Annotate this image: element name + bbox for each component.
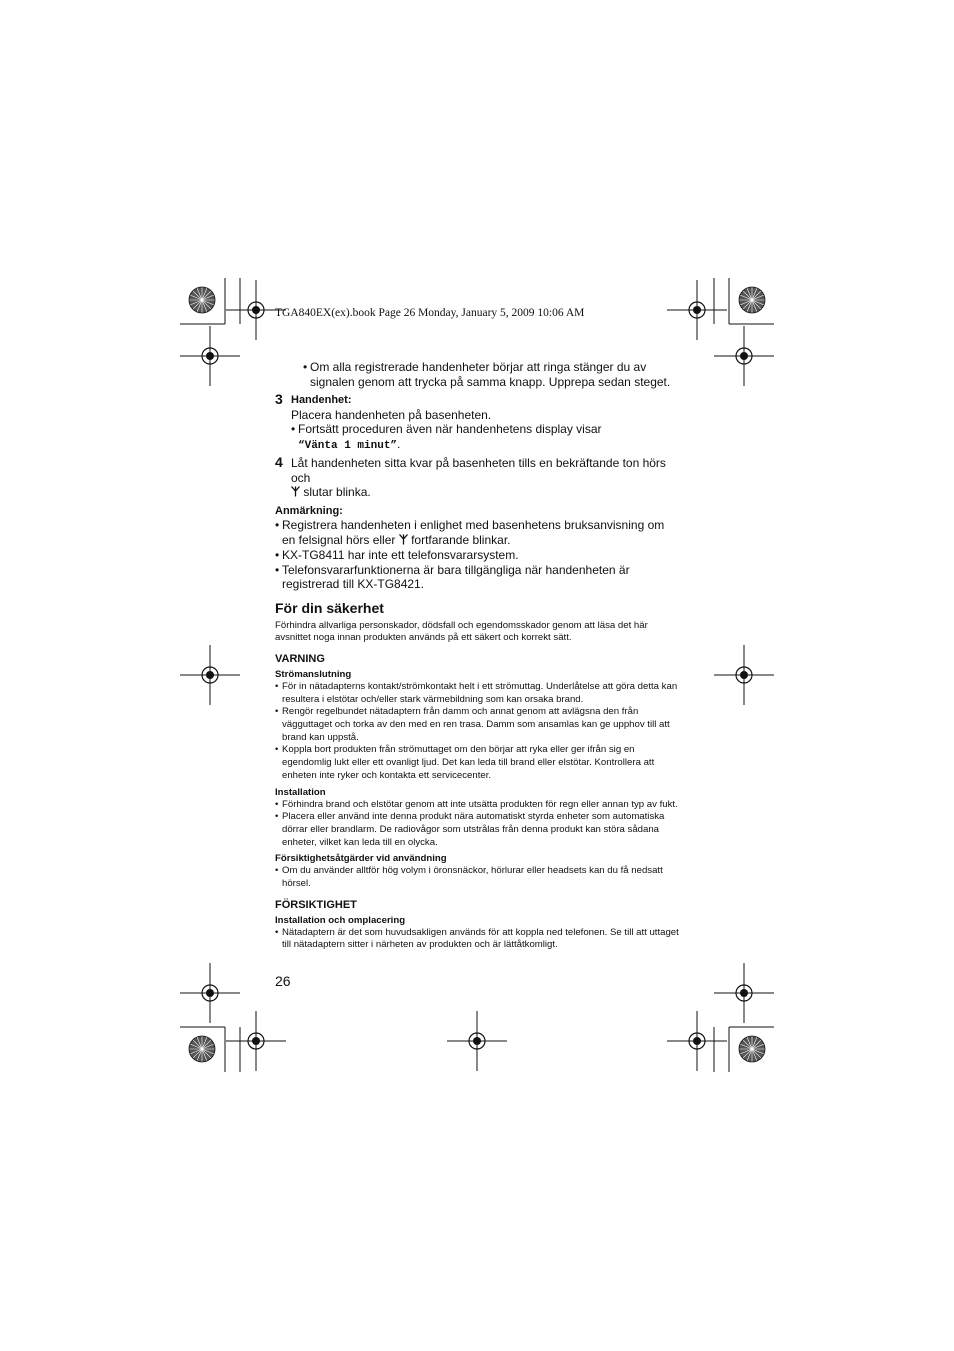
- step-number: 3: [275, 391, 283, 407]
- step-label: Handenhet:: [291, 394, 352, 406]
- list-item: • Om du använder alltför hög volym i öronsnäckor, hörlurar eller headsets kan du få nedsatt hörsel.: [275, 865, 680, 890]
- step-text-before: Låt handenheten sitta kvar på basenheten tills en bekräftande ton hörs och: [291, 456, 666, 485]
- subheading: Strömanslutning: [275, 668, 352, 680]
- note-bullet: [275, 518, 680, 548]
- subheading: Installation: [275, 786, 326, 798]
- crosshair-registration-icon: [667, 280, 727, 340]
- starburst-color-bar-icon: [739, 1036, 765, 1062]
- subheading: Installation och omplacering: [275, 914, 406, 926]
- list-item: • Förhindra brand och elstötar genom att inte utsätta produkten för regn eller annan typ av fukt.: [275, 799, 680, 812]
- step-bullet: [291, 422, 680, 453]
- crosshair-registration-icon: [180, 645, 240, 705]
- list-item: • Nätadaptern är det som huvudsakligen används för att koppla ned telefonen. Se till att uttaget till nätadaptern sitter i närheten av produkten och är lättåtkomligt.: [275, 927, 680, 952]
- crosshair-registration-icon: [180, 326, 240, 386]
- safety-intro: Förhindra allvarliga personskador, dödsfall och egendomsskador genom att läsa det här avsnittet noga innan produkten används på ett säkert och korrekt sätt.: [275, 619, 648, 644]
- list-item: • För in nätadapterns kontakt/strömkontakt helt i ett strömuttag. Underlåtelse att göra detta kan resultera i elstötar och/eller stark värmebildning som kan orsaka brand.: [275, 681, 680, 706]
- print-header: TGA840EX(ex).book Page 26 Monday, January 5, 2009 10:06 AM: [275, 307, 585, 319]
- crosshair-registration-icon: [714, 645, 774, 705]
- list-item: • Rengör regelbundet nätadaptern från damm och annat genom att avlägsna den från vägguttaget och torka av den med en ren trasa. Damm som ansamlas kan ge upphov till att brand kan uppstå.: [275, 706, 680, 744]
- step-text: [291, 456, 680, 501]
- warning-heading: VARNING: [275, 652, 325, 665]
- continued-bullet: • Om alla registrerade handenheter börjar att ringa stänger du av signalen genom att trycka på samma knapp. Upprepa sedan steget.: [303, 360, 680, 389]
- crosshair-registration-icon: [714, 963, 774, 1023]
- caution-heading: FÖRSIKTIGHET: [275, 898, 357, 911]
- starburst-color-bar-icon: [739, 287, 765, 313]
- page-content: [275, 360, 680, 952]
- crosshair-registration-icon: [447, 1011, 507, 1071]
- step-text-after: slutar blinka.: [303, 485, 371, 499]
- section-title: För din säkerhet: [275, 599, 384, 616]
- starburst-color-bar-icon: [189, 287, 215, 313]
- display-text: “Vänta 1 minut”: [298, 439, 398, 452]
- note-bullet-text-before: Registrera handenheten i enlighet med basenhetens bruksanvisning om en felsignal hörs eller: [282, 518, 665, 547]
- page-number: 26: [275, 973, 291, 989]
- list-item: • Koppla bort produkten från strömuttaget om den börjar att ryka eller ger ifrån sig en egendomlig lukt eller ett ovanligt ljud. Det kan leda till brand eller elstötar. Kontrollera att enheten inte ryker och kontakta ett servicecenter.: [275, 744, 680, 782]
- note-bullet: • KX-TG8411 har inte ett telefonsvararsystem.: [275, 548, 680, 563]
- step-3: [275, 393, 680, 453]
- crosshair-registration-icon: [667, 1011, 727, 1071]
- starburst-color-bar-icon: [189, 1036, 215, 1062]
- antenna-icon: [291, 486, 300, 501]
- period: .: [397, 436, 401, 451]
- crosshair-registration-icon: [226, 1011, 286, 1071]
- list-item: • Placera eller använd inte denna produkt nära automatiskt styrda enheter som automatiska dörrar eller brandlarm. De radiovågor som utstrålas från denna produkt kan störa sådana enheter, vilket kan leda till en olycka.: [275, 811, 680, 849]
- subheading: Försiktighetsåtgärder vid användning: [275, 853, 447, 865]
- note-bullet-text-after: fortfarande blinkar.: [411, 532, 511, 547]
- note-bullet: • Telefonsvararfunktionerna är bara tillgängliga när handenheten är registrerad till KX-TG8421.: [275, 563, 680, 592]
- step-number: 4: [275, 454, 283, 470]
- antenna-icon: [399, 534, 408, 549]
- step-bullet-text: Fortsätt proceduren även när handenhetens display visar: [298, 422, 602, 436]
- crosshair-registration-icon: [714, 326, 774, 386]
- crosshair-registration-icon: [180, 963, 240, 1023]
- note-title: Anmärkning:: [275, 504, 343, 517]
- step-4: [275, 456, 680, 501]
- step-text: Placera handenheten på basenheten.: [291, 407, 492, 422]
